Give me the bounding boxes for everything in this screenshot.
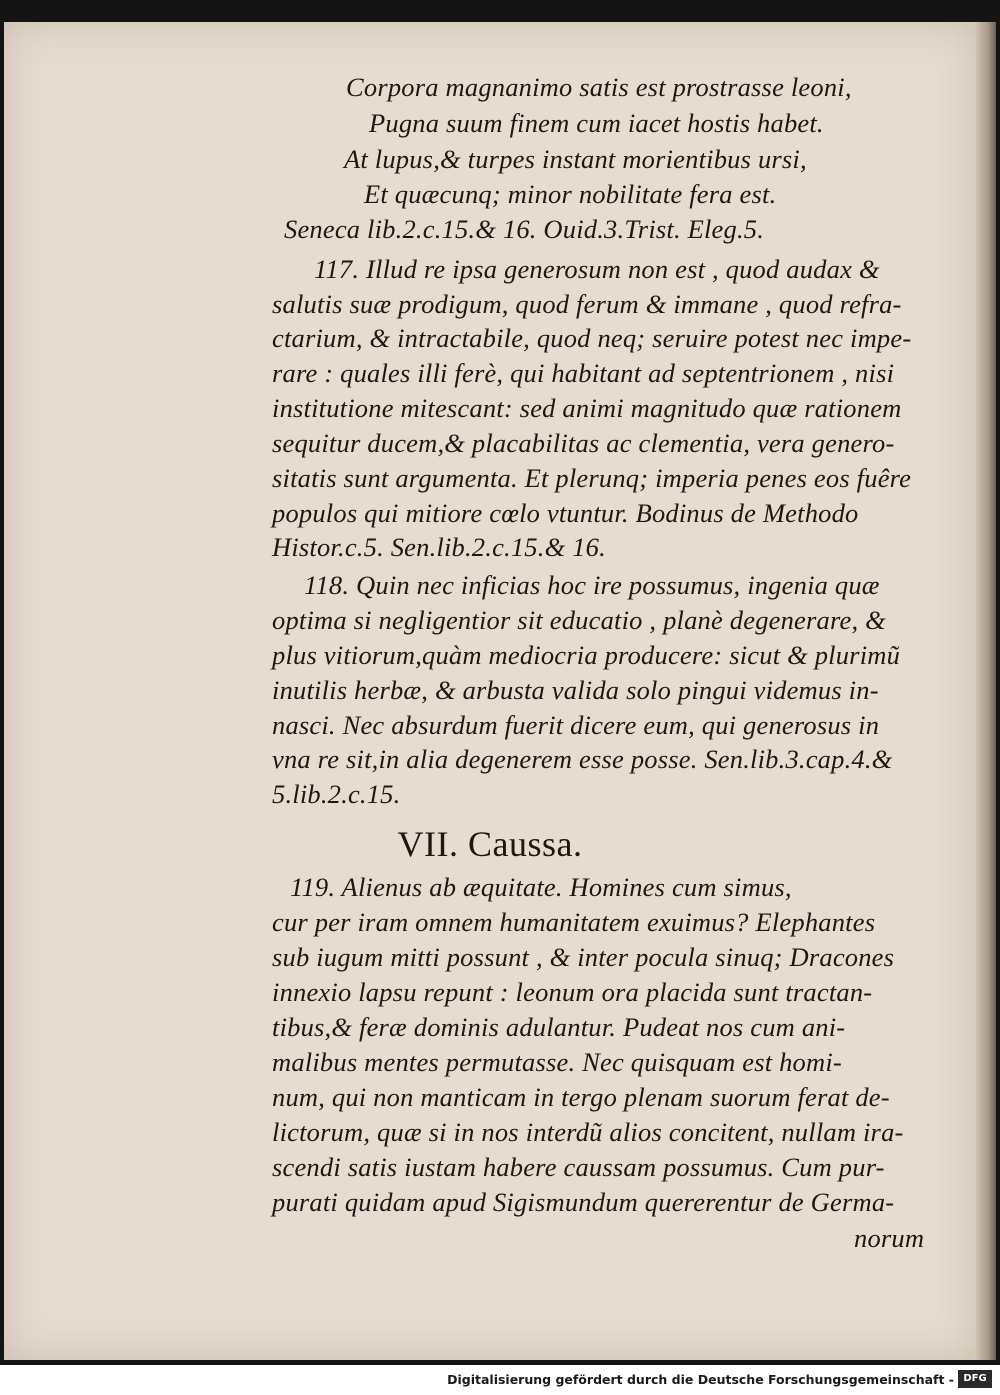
paragraph-line: scendi satis iustam habere caussam possumus. Cum pur- — [272, 1152, 885, 1182]
section-heading: VII. Caussa. — [397, 824, 583, 864]
paragraph-line: num, qui non manticam in tergo plenam suorum ferat de- — [272, 1082, 890, 1112]
verse-line: Corpora magnanimo satis est prostrasse leoni, — [346, 72, 852, 102]
paragraph-line: lictorum, quæ si in nos interdũ alios concitent, nullam ira- — [272, 1117, 904, 1147]
verse-line: Pugna suum finem cum iacet hostis habet. — [369, 108, 824, 138]
paragraph-line: sitatis sunt argumenta. Et plerunq; imperia penes eos fuêre — [272, 463, 912, 493]
dfg-logo: DFG — [958, 1370, 992, 1388]
paragraph-line: purati quidam apud Sigismundum quererentur de Germa- — [272, 1187, 895, 1217]
paragraph-line: Histor.c.5. Sen.lib.2.c.15.& 16. — [272, 532, 606, 562]
verse-line: At lupus,& turpes instant morientibus ursi, — [344, 144, 807, 174]
paragraph-line: innexio lapsu repunt : leonum ora placida sunt tractan- — [272, 977, 873, 1007]
citation: Seneca lib.2.c.15.& 16. Ouid.3.Trist. Eleg.5. — [284, 214, 765, 244]
paragraph-line: 119. Alienus ab æquitate. Homines cum simus, — [290, 872, 792, 902]
paragraph-line: salutis suæ prodigum, quod ferum & immane , quod refra- — [272, 289, 902, 319]
footer — [0, 1365, 1000, 1395]
paragraph-line: 118. Quin nec inficias hoc ire possumus, ingenia quæ — [304, 570, 880, 600]
page-text — [4, 22, 976, 1360]
footer-credit: Digitalisierung gefördert durch die Deutsche Forschungsgemeinschaft - — [447, 1372, 954, 1387]
paragraph-line: populos qui mitiore cœlo vtuntur. Bodinus de Methodo — [272, 498, 859, 528]
paragraph-line: ctarium, & intractabile, quod neq; seruire potest nec impe- — [272, 323, 912, 353]
verse-line: Et quæcunq; minor nobilitate fera est. — [364, 179, 777, 209]
paragraph-line: optima si negligentior sit educatio , planè degenerare, & — [272, 605, 886, 635]
paragraph-line: malibus mentes permutasse. Nec quisquam est homi- — [272, 1047, 842, 1077]
paragraph-line: nasci. Nec absurdum fuerit dicere eum, qui generosus in — [272, 710, 880, 740]
paragraph-line: tibus,& feræ dominis adulantur. Pudeat nos cum ani- — [272, 1012, 846, 1042]
paragraph-line: sub iugum mitti possunt , & inter pocula sinuq; Dracones — [272, 942, 895, 972]
book-page — [4, 22, 976, 1360]
paragraph-line: institutione mitescant: sed animi magnitudo quæ rationem — [272, 393, 902, 423]
paragraph-line: 5.lib.2.c.15. — [272, 779, 401, 809]
paragraph-line: 117. Illud re ipsa generosum non est , quod audax & — [314, 254, 880, 284]
paragraph-line: inutilis herbæ, & arbusta valida solo pingui videmus in- — [272, 675, 879, 705]
paragraph-line: plus vitiorum,quàm mediocria producere: sicut & plurimũ — [272, 640, 901, 670]
catchword: norum — [854, 1223, 925, 1253]
paragraph-line: rare : quales illi ferè, qui habitant ad septentrionem , nisi — [272, 358, 895, 388]
page-edge — [976, 22, 996, 1360]
paragraph-line: sequitur ducem,& placabilitas ac clementia, vera genero- — [272, 428, 895, 458]
paragraph-line: vna re sit,in alia degenerem esse posse. Sen.lib.3.cap.4.& — [272, 744, 893, 774]
paragraph-line: cur per iram omnem humanitatem exuimus? Elephantes — [272, 907, 876, 937]
